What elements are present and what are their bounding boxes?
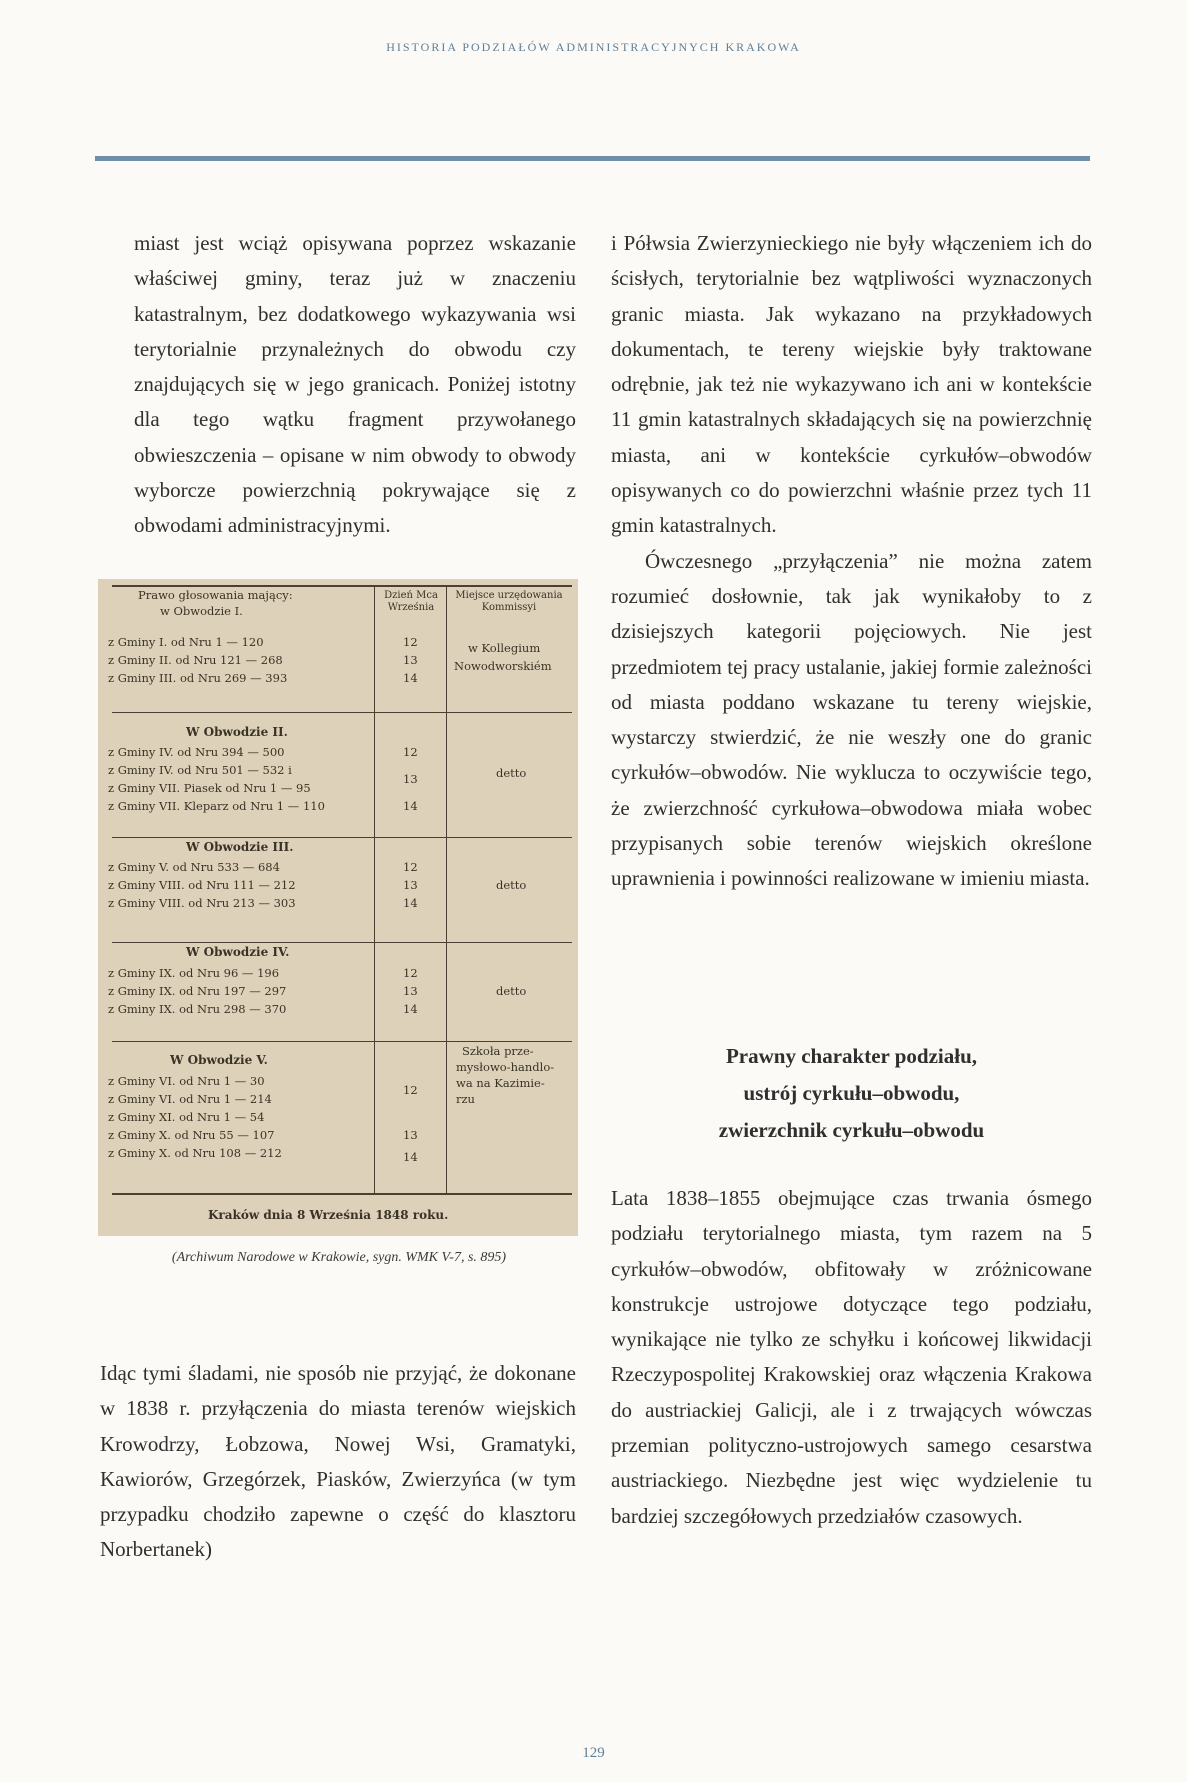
scan-row: z Gminy VIII. od Nru 213 — 303	[108, 896, 296, 910]
scan-row: z Gminy X. od Nru 55 — 107	[108, 1128, 275, 1142]
running-header: HISTORIA PODZIAŁÓW ADMINISTRACYJNYCH KRAKOWA	[386, 40, 801, 54]
section-heading-line: zwierzchnik cyrkułu–obwodu	[718, 1118, 985, 1142]
scan-day: 13	[403, 878, 418, 892]
scan-day: 12	[403, 966, 418, 980]
scan-row: z Gminy IV. od Nru 394 — 500	[108, 745, 285, 759]
scan-row: z Gminy XI. od Nru 1 — 54	[108, 1110, 265, 1124]
figure-caption: (Archiwum Narodowe w Krakowie, sygn. WMK V-7, s. 895)	[171, 1250, 507, 1265]
scan-rule-col3	[446, 585, 447, 1195]
scan-header-col3-line2: Kommissyi	[481, 602, 537, 613]
scan-place: rzu	[456, 1092, 475, 1106]
scan-footer: Kraków dnia 8 Września 1848 roku.	[208, 1208, 449, 1222]
page-number: 129	[582, 1745, 605, 1761]
scan-row: z Gminy V. od Nru 533 — 684	[108, 860, 280, 874]
scan-day: 12	[403, 1083, 418, 1097]
scan-rule-4	[112, 1041, 572, 1042]
scan-place: detto	[496, 878, 527, 892]
scan-day: 13	[403, 772, 418, 786]
scan-row: z Gminy III. od Nru 269 — 393	[108, 671, 288, 685]
left-column-top	[134, 226, 576, 544]
right-paragraph-1: i Półwsia Zwierzynieckiego nie były włączeniem ich do ścisłych, terytorialnie bez wątpliwości wyznaczonych granic miasta. Jak wykazano na przykładowych dokumentach, te tereny wiejskie były traktowane odrębnie, jak też nie wykazywano ich ani w kontekście 11 gmin katastralnych składających się na powierzchnię miasta, ani w kontekście cyrkułów–obwodów opisywanych co do powierzchni właśnie przez tych 11 gmin katastralnych.	[611, 231, 1092, 538]
scan-day: 14	[403, 799, 418, 813]
scan-rule-2	[112, 837, 572, 838]
scan-rule-col2	[374, 585, 375, 1195]
scan-day: 12	[403, 635, 418, 649]
scan-day: 13	[403, 984, 418, 998]
scan-rule-3	[112, 942, 572, 943]
scan-group-title: W Obwodzie V.	[170, 1053, 268, 1067]
scan-row: z Gminy IV. od Nru 501 — 532 i	[108, 763, 292, 777]
scan-day: 14	[403, 1002, 418, 1016]
scan-rule-top	[112, 585, 572, 587]
scan-place: detto	[496, 984, 527, 998]
scan-group-title: W Obwodzie IV.	[186, 945, 290, 959]
scan-row: z Gminy X. od Nru 108 — 212	[108, 1146, 282, 1160]
scan-row: z Gminy VII. Kleparz od Nru 1 — 110	[108, 799, 325, 813]
scan-place: wa na Kazimie-	[456, 1076, 545, 1090]
scan-row: z Gminy I. od Nru 1 — 120	[108, 635, 264, 649]
scan-day: 14	[403, 896, 418, 910]
scan-place: Szkoła prze-	[462, 1044, 534, 1058]
left-paragraph-1: miast jest wciąż opisywana poprzez wskazanie właściwej gminy, teraz już w znaczeniu katastralnym, bez dodatkowego wykazywania wsi terytorialnie przynależnych do obwodu czy znajdujących się w jego granicach. Poniżej istotny dla tego wątku fragment przywołanego obwieszczenia – opisane w nim obwody to obwody wyborcze powierzchnią pokrywające się z obwodami administracyjnymi.	[134, 231, 576, 538]
right-paragraph-3: Lata 1838–1855 obejmujące czas trwania ósmego podziału terytorialnego miasta, tym razem na 5 cyrkułów–obwodów, obfitowały w zróżnicowane konstrukcje ustrojowe dotyczące tego podziału, wynikające nie tylko ze schyłku i końcowej likwidacji Rzeczypospolitej Krakowskiej oraz włączenia Krakowa do austriackiej Galicji, ale i z trwających wówczas przemian polityczno-ustrojowych samego cesarstwa austriackiego. Niezbędne jest więc wydzielenie tu bardziej szczegółowych przedziałów czasowych.	[611, 1186, 1092, 1528]
scan-place: detto	[496, 766, 527, 780]
left-column-bottom	[100, 1356, 576, 1568]
scan-row: z Gminy VII. Piasek od Nru 1 — 95	[108, 781, 311, 795]
scan-row: z Gminy VI. od Nru 1 — 30	[108, 1074, 265, 1088]
right-column-bottom	[611, 1181, 1092, 1534]
left-paragraph-2: Idąc tymi śladami, nie sposób nie przyjąć, że dokonane w 1838 r. przyłączenia do miasta terenów wiejskich Krowodrzy, Łobzowa, Nowej Wsi, Gramatyki, Kawiorów, Grzegórzek, Piasków, Zwierzyńca (w tym przypadku chodziło zapewne o część do klasztoru Norbertanek)	[100, 1361, 576, 1562]
scan-group-title: W Obwodzie III.	[186, 840, 294, 854]
scan-header-col2-line2: Września	[387, 602, 435, 613]
scan-day: 13	[403, 653, 418, 667]
section-heading-line: ustrój cyrkułu–obwodu,	[743, 1081, 960, 1105]
scan-header-col2-line1: Dzień Mca	[384, 590, 438, 601]
scan-day: 14	[403, 671, 418, 685]
archival-document-scan	[98, 579, 578, 1236]
scan-row: z Gminy IX. od Nru 96 — 196	[108, 966, 280, 980]
scan-rule-bottom	[112, 1193, 572, 1195]
scan-day: 13	[403, 1128, 418, 1142]
scan-row: z Gminy VIII. od Nru 111 — 212	[108, 878, 296, 892]
scan-header-col3-line1: Miejsce urzędowania	[455, 590, 563, 601]
scan-row: z Gminy VI. od Nru 1 — 214	[108, 1092, 272, 1106]
scan-day: 12	[403, 860, 418, 874]
scan-row: z Gminy IX. od Nru 197 — 297	[108, 984, 287, 998]
section-heading-line: Prawny charakter podziału,	[725, 1044, 978, 1068]
scan-rule-1	[112, 712, 572, 713]
scan-place: w Kollegium	[468, 641, 541, 655]
right-paragraph-2: Ówczesnego „przyłączenia” nie można zatem rozumieć dosłownie, tak jak wynikałoby to z dzisiejszych kategorii pojęciowych. Nie jest przedmiotem tej pracy ustalanie, jakiej formie zależności od miasta poddano wskazane tu tereny wiejskie, wystarczy stwierdzić, że nie weszły one do granic cyrkułów–obwodów. Nie wyklucza to oczywiście tego, że zwierzchność cyrkułowa–obwodowa miała wobec przypisanych sobie terenów wiejskich określone uprawnienia i powinności realizowane w imieniu miasta.	[611, 548, 1092, 891]
right-column-top	[611, 226, 1092, 897]
header-rule	[95, 156, 1090, 161]
scan-header-col1-line1: Prawo głosowania mający:	[138, 588, 293, 602]
scan-place: mysłowo-handlo-	[456, 1060, 555, 1074]
scan-place: Nowodworskiém	[454, 659, 552, 673]
scan-day: 12	[403, 745, 418, 759]
scan-header-col1-line2: w Obwodzie I.	[160, 604, 243, 618]
scan-day: 14	[403, 1150, 418, 1164]
scan-row: z Gminy IX. od Nru 298 — 370	[108, 1002, 287, 1016]
section-heading	[611, 1038, 1092, 1149]
scan-row: z Gminy II. od Nru 121 — 268	[108, 653, 283, 667]
scan-group-title: W Obwodzie II.	[186, 725, 288, 739]
